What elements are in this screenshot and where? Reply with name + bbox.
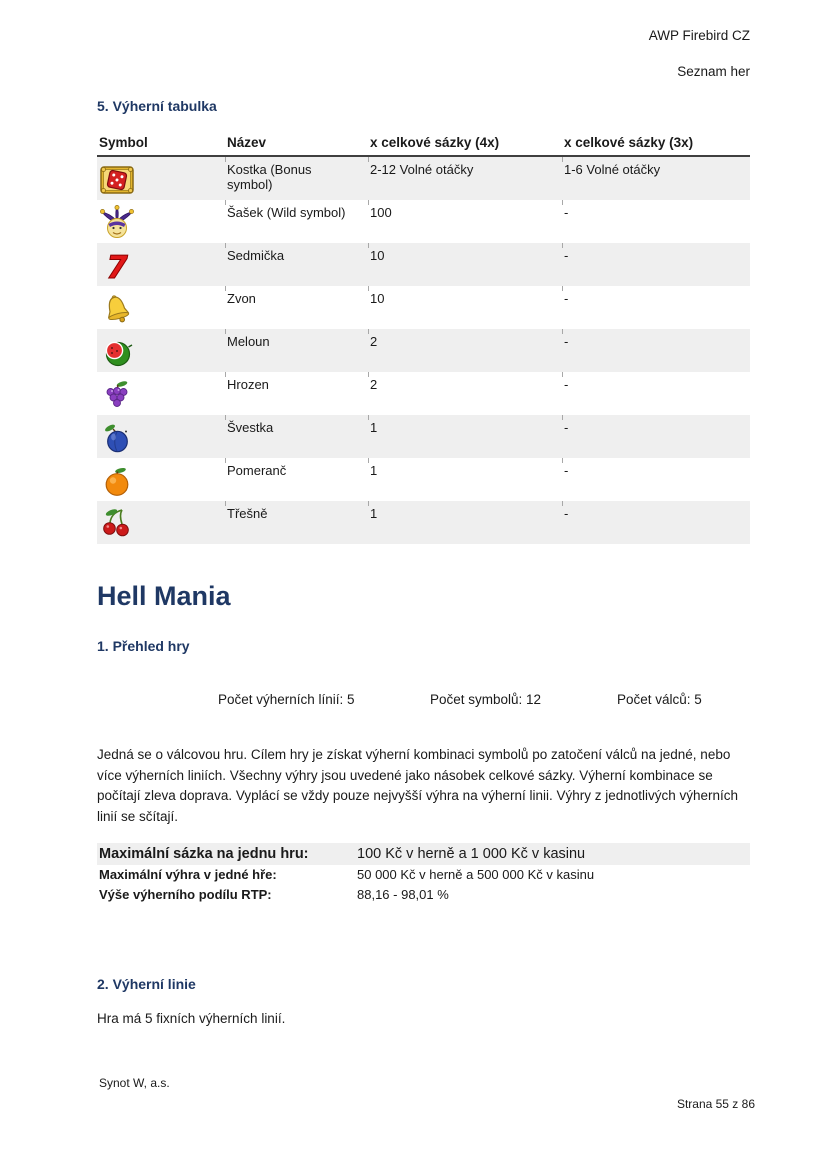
paytable: [97, 133, 750, 544]
win-value-4x: 10: [368, 243, 562, 286]
stat-paylines: Počet výherních línií: 5: [218, 692, 355, 707]
symbol-cell: [97, 243, 225, 286]
limit-value: 50 000 Kč v herně a 500 000 Kč v kasinu: [357, 867, 595, 882]
limit-row: [97, 843, 750, 865]
symbol-cell: [97, 156, 225, 200]
symbol-cell: [97, 329, 225, 372]
dice-bonus-icon: [99, 162, 135, 198]
orange-icon: [99, 463, 135, 499]
footer-page-number: Strana 55 z 86: [676, 1097, 755, 1111]
doc-product-title: AWP Firebird CZ: [648, 28, 750, 43]
limit-label: Maximální výhra v jedné hře:: [99, 867, 277, 882]
win-value-4x: 1: [368, 415, 562, 458]
win-value-4x: 1: [368, 458, 562, 501]
overview-heading: 1. Přehled hry: [97, 638, 190, 654]
bell-icon: [99, 291, 135, 327]
symbol-cell: [97, 501, 225, 544]
symbol-cell: [97, 415, 225, 458]
win-value-3x: -: [562, 200, 750, 243]
limit-value: 88,16 - 98,01 %: [357, 887, 449, 902]
page-content: [97, 98, 750, 1026]
document-header: [649, 27, 750, 80]
win-value-3x: -: [562, 458, 750, 501]
limit-row: [97, 865, 750, 885]
paytable-row: [97, 372, 750, 415]
symbol-name: Meloun: [225, 329, 368, 372]
paytable-row: [97, 286, 750, 329]
grapes-icon: [99, 377, 135, 413]
win-value-4x: 1: [368, 501, 562, 544]
game-description: Jedná se o válcovou hru. Cílem hry je získat výherní kombinaci symbolů po zatočení válců na jedné, nebo více výherních liniích. Všechny výhry jsou uvedené jako násobek celkové sázky. Výherní kombinace se počítají zleva doprava. Vyplácí se vždy pouze nejvyšší výhra na výherní linii. Výhry z jednotlivých výherních linií se sčítají.: [97, 747, 739, 824]
paytable-row: [97, 156, 750, 200]
paytable-row: [97, 200, 750, 243]
limits-table: [97, 843, 750, 905]
win-value-3x: -: [562, 372, 750, 415]
jester-wild-icon: [99, 205, 135, 241]
win-value-4x: 2-12 Volné otáčky: [368, 156, 562, 200]
cherries-icon: [99, 506, 135, 542]
symbol-cell: [97, 372, 225, 415]
plum-icon: [99, 420, 135, 456]
symbol-name: Švestka: [225, 415, 368, 458]
paytable-row: [97, 243, 750, 286]
symbol-name: Pomeranč: [225, 458, 368, 501]
symbol-name: Zvon: [225, 286, 368, 329]
column-header-win-3x: x celkové sázky (3x): [562, 133, 750, 156]
symbol-name: Kostka (Bonus symbol): [225, 156, 368, 200]
paytable-row: [97, 501, 750, 544]
win-value-3x: -: [562, 501, 750, 544]
column-header-win-4x: x celkové sázky (4x): [368, 133, 562, 156]
win-value-3x: -: [562, 243, 750, 286]
column-header-symbol: Symbol: [97, 133, 225, 156]
limit-row: [97, 885, 750, 905]
win-value-4x: 10: [368, 286, 562, 329]
paytable-row: [97, 329, 750, 372]
paytable-header-row: [97, 133, 750, 156]
win-value-4x: 2: [368, 329, 562, 372]
symbol-name: Sedmička: [225, 243, 368, 286]
win-value-3x: -: [562, 286, 750, 329]
paytable-row: [97, 458, 750, 501]
watermelon-icon: [99, 334, 135, 370]
win-value-4x: 100: [368, 200, 562, 243]
symbol-cell: [97, 200, 225, 243]
symbol-name: Hrozen: [225, 372, 368, 415]
seven-icon: [99, 248, 135, 284]
symbol-cell: [97, 286, 225, 329]
column-header-name: Název: [225, 133, 368, 156]
limit-label: Maximální sázka na jednu hru:: [99, 846, 309, 862]
win-value-3x: -: [562, 415, 750, 458]
stat-reels: Počet válců: 5: [617, 692, 702, 707]
footer-company: Synot W, a.s.: [99, 1076, 170, 1090]
paylines-text: Hra má 5 fixních výherních linií.: [97, 1011, 286, 1026]
stat-symbols: Počet symbolů: 12: [430, 692, 542, 707]
paylines-heading: 2. Výherní linie: [97, 976, 196, 992]
win-value-3x: 1-6 Volné otáčky: [562, 156, 750, 200]
win-value-4x: 2: [368, 372, 562, 415]
paytable-heading: 5. Výherní tabulka: [97, 98, 217, 114]
game-title: Hell Mania: [97, 581, 231, 611]
game-stats: [97, 692, 750, 710]
symbol-cell: [97, 458, 225, 501]
limit-value: 100 Kč v herně a 1 000 Kč v kasinu: [357, 846, 586, 862]
symbol-name: Šašek (Wild symbol): [225, 200, 368, 243]
paytable-row: [97, 415, 750, 458]
doc-subtitle: Seznam her: [677, 64, 750, 79]
win-value-3x: -: [562, 329, 750, 372]
symbol-name: Třešně: [225, 501, 368, 544]
limit-label: Výše výherního podílu RTP:: [99, 887, 272, 902]
